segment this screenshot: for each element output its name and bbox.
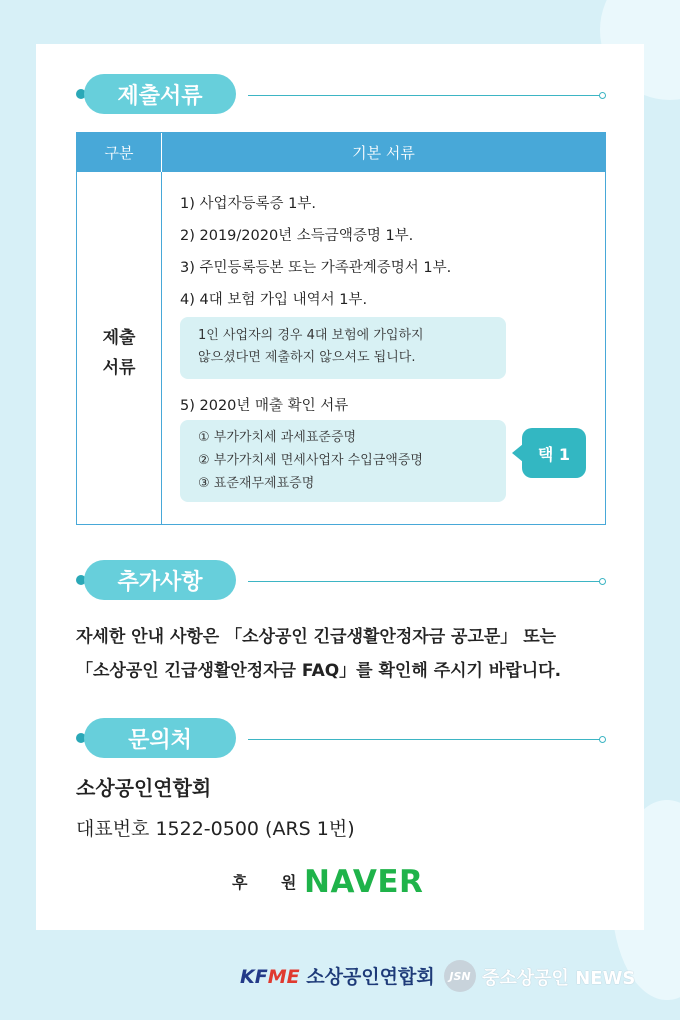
naver-logo: NAVER [304, 864, 424, 900]
line-end-dot-icon [599, 578, 606, 585]
line-end-dot-icon [599, 736, 606, 743]
news-name: 중소상공인 NEWS [482, 968, 636, 989]
row-label-line: 서류 [102, 358, 136, 378]
section-header-additional [76, 560, 610, 600]
section-header-documents [76, 74, 610, 114]
section-title: 추가사항 [84, 560, 236, 600]
option-item: ② 부가가치세 면세사업자 수입금액증명 [198, 453, 423, 468]
option-item: ③ 표준재무제표증명 [198, 476, 315, 491]
line-end-dot-icon [599, 92, 606, 99]
contact-organization: 소상공인연합회 [76, 776, 212, 800]
document-item: 2) 2019/2020년 소득금액증명 1부. [180, 228, 414, 244]
choose-one-tag: 택 1 [522, 428, 586, 478]
table-column-divider [161, 172, 162, 524]
divider [248, 95, 600, 96]
logo-me: ME [267, 966, 300, 988]
sales-options-box [180, 420, 506, 502]
document-item: 3) 주민등록등본 또는 가족관계증명서 1부. [180, 260, 452, 276]
additional-text: 「소상공인 긴급생활안정자금 FAQ」를 확인해 주시기 바랍니다. [76, 661, 562, 681]
document-item: 5) 2020년 매출 확인 서류 [180, 398, 349, 414]
table-header [77, 133, 605, 172]
additional-text: 자세한 안내 사항은 「소상공인 긴급생활안정자금 공고문」 또는 [76, 627, 557, 647]
contact-phone: 대표번호 1522-0500 (ARS 1번) [76, 818, 355, 840]
kfme-logo [240, 962, 435, 989]
section-header-contact [76, 718, 610, 758]
section-title: 문의처 [84, 718, 236, 758]
insurance-note [180, 317, 506, 379]
content-card [36, 44, 644, 930]
table-header-basic-docs: 기본 서류 [352, 144, 415, 162]
table-header-category: 구분 [77, 133, 162, 172]
note-line: 않으셨다면 제출하지 않으셔도 됩니다. [198, 350, 416, 365]
row-label [77, 323, 161, 383]
logo-kf: KF [240, 966, 268, 988]
divider [248, 581, 600, 582]
row-label-line: 제출 [102, 328, 136, 348]
document-item: 4) 4대 보험 가입 내역서 1부. [180, 292, 368, 308]
logo-org-name: 소상공인연합회 [306, 966, 435, 988]
section-title: 제출서류 [84, 74, 236, 114]
divider [248, 739, 600, 740]
news-mark-icon: JSN [444, 960, 476, 992]
document-item: 1) 사업자등록증 1부. [180, 196, 316, 212]
option-item: ① 부가가치세 과세표준증명 [198, 430, 357, 445]
sponsor-label: 후 원 [232, 873, 311, 892]
note-line: 1인 사업자의 경우 4대 보험에 가입하지 [198, 328, 424, 343]
